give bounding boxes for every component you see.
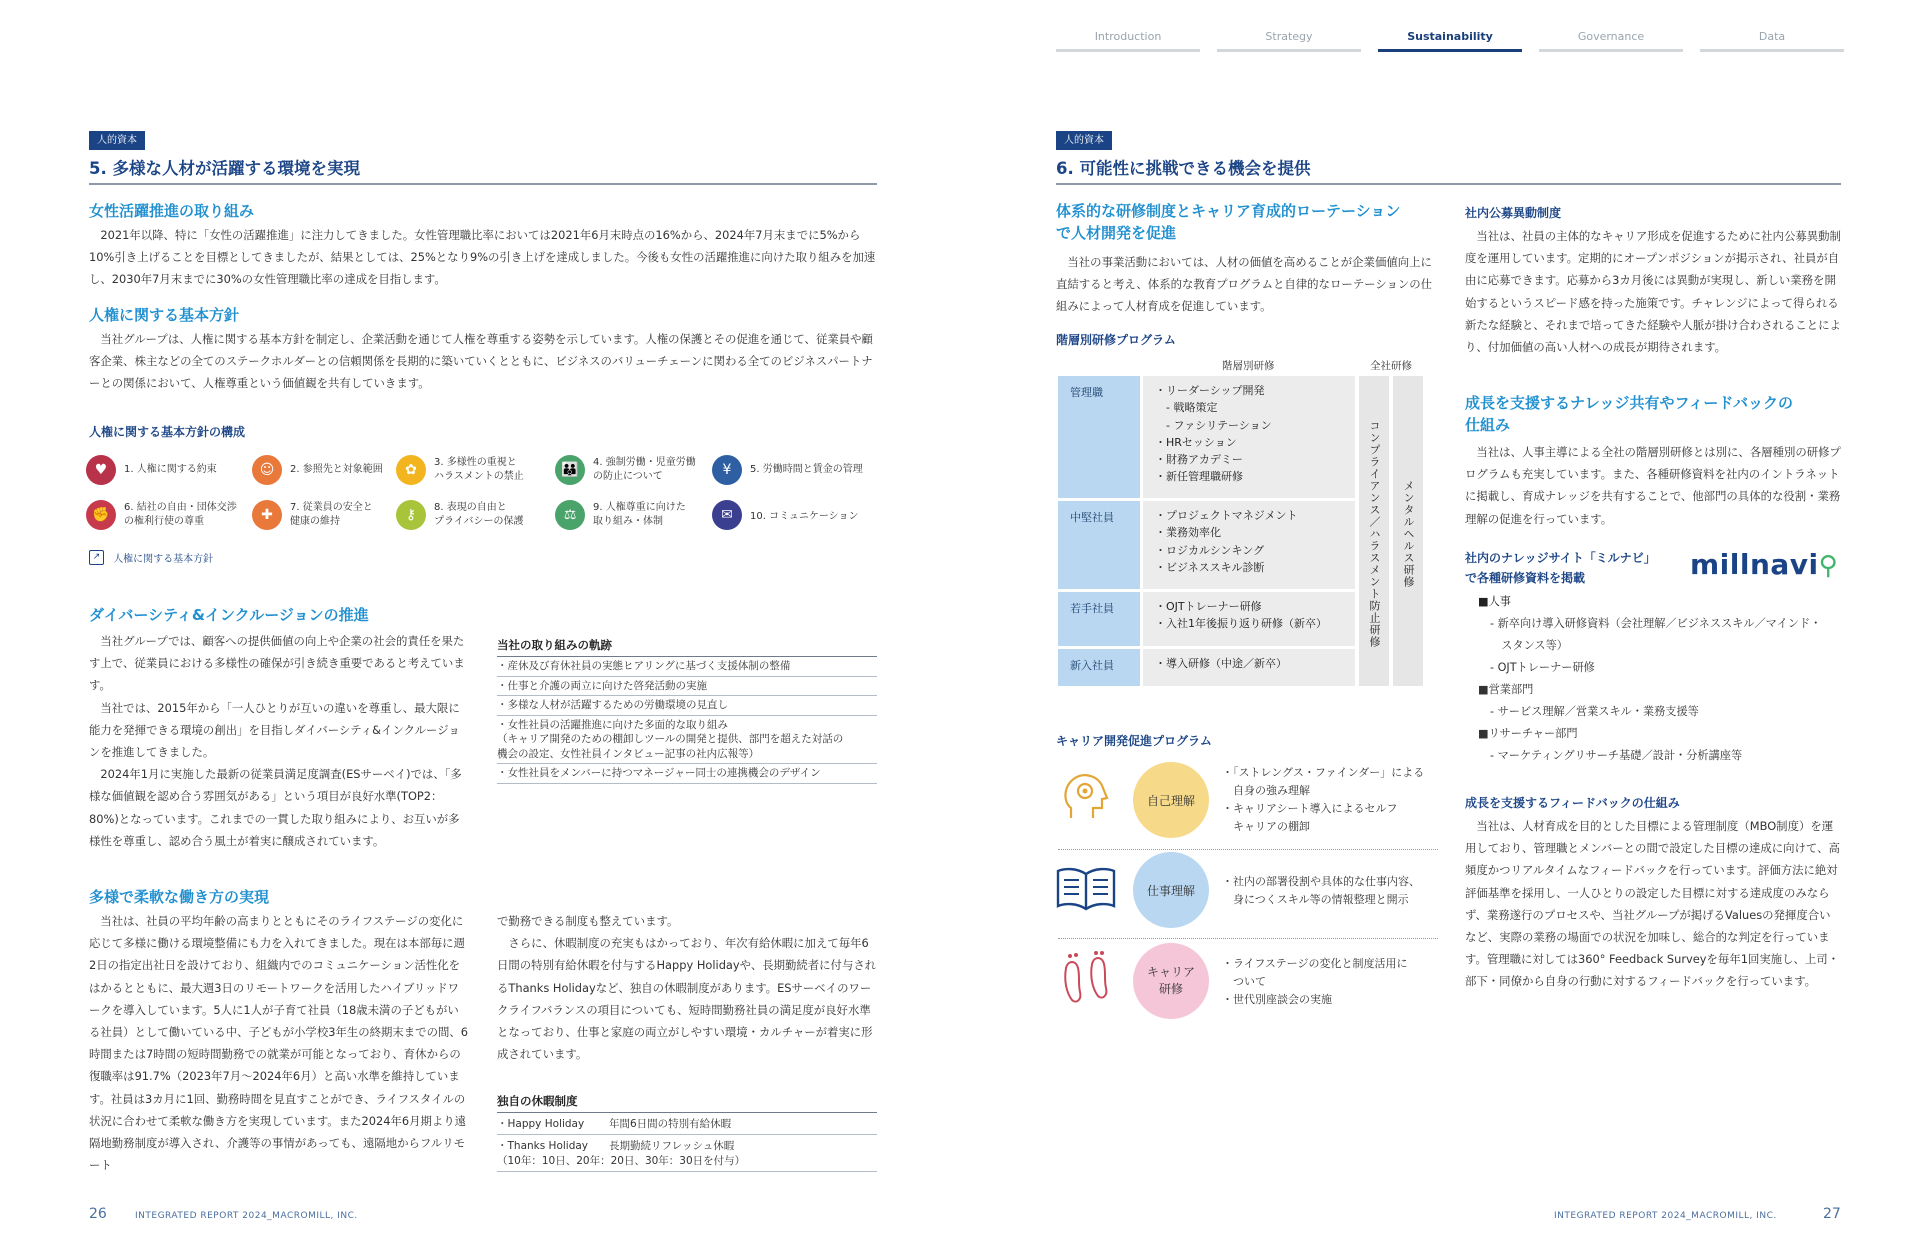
list-item: ・HRセッション (1155, 435, 1237, 449)
flex-work-body-a: 当社は、社員の平均年齢の高まりとともにそのライフステージの変化に応じて多様に働ける環境整備にも力を入れてきました。現在は本部毎に週2日の指定出社日を設けており、組織内でのコミュニケーション活性化をはかるとともに、最大週3日のリモートワークを活用したハイブリッドワークを導入しています。5人に1人が子育て社員（18歳未満の子どもがいる社員）として働いている中、子どもが小学校3年生の終期末までの間、6時間または7時間の短時間勤務での就業が可能となっており、育休からの復職率は91.7%（2023年7月〜2024年6月）と高い水準を維持しています。社員は3カ月に1回、勤務時間を見直すことができ、ライフスタイルの状況に合わせて柔軟な働き方を実現しています。また2024年6月期より遠隔地勤務制度が導入され、介護等の事情があっても、遠隔地からフルリモート (89, 914, 468, 1173)
career-text-1: ・「ストレングス・ファインダー」による 自身の強み理解 ・キャリアシート導入によるセルフ キャリアの棚卸 (1222, 766, 1425, 833)
flex-work-paragraph-b1: で勤務できる制度も整えています。 (497, 914, 679, 928)
content-junior (1143, 592, 1355, 646)
balance-icon: ⚖ (555, 500, 585, 530)
list-item: ・リーダーシップ開発 (1155, 384, 1265, 397)
hr-item-1: 1. 人権に関する約束 (124, 464, 217, 475)
page-number-right: 27 (1823, 1206, 1841, 1222)
hr-item-3: 3. 多様性の重視と ハラスメントの禁止 (434, 457, 524, 482)
list-item: ・ロジカルシンキング (1155, 543, 1265, 557)
hr-item-9: 9. 人権尊重に向けた 取り組み・体制 (593, 502, 686, 527)
people-circle-icon: ☺ (252, 455, 282, 485)
list-item: ■リサーチャー部門 (1478, 727, 1578, 740)
list-item: ・仕事と介護の両立に向けた啓発活動の実施 (497, 677, 877, 697)
hr-policy-link[interactable] (89, 550, 213, 565)
hr-policy-link-label: 人権に関する基本方針 (113, 554, 214, 565)
role-manager: 管理職 (1058, 376, 1140, 498)
flex-work-paragraph-b2: さらに、休暇制度の充実もはかっており、年次有給休暇に加えて毎年6日間の特別有給休暇を付与するHappy Holidayや、長期勤続者に付与されるThanks Holidayなど、独自の休暇制度があります。ESサーベイのワークライフバランスの項目についても、短時間勤務社員の満足度が良好水準となっており、仕事と家庭の両立がしやすい環境・カルチャーが着実に形成されています。 (497, 936, 877, 1062)
mental-health-training: メンタルヘルス研修 (1402, 480, 1415, 588)
section-tag: 人的資本 (89, 131, 145, 150)
knowledge-heading: 成長を支援するナレッジ共有やフィードバックの 仕組み (1465, 394, 1794, 434)
leave-note: （10年：10日、20年：20日、30年：30日を付与） (497, 1155, 746, 1167)
hr-policy-heading: 人権に関する基本方針 (89, 306, 240, 324)
list-item: - マーケティングリサーチ基礎／設計・分析講座等 (1490, 749, 1743, 762)
list-item: - ファシリテーション (1155, 418, 1272, 432)
footprints-icon (1058, 950, 1112, 1006)
content-new (1143, 649, 1355, 686)
layer-training-heading: 階層別研修プログラム (1056, 333, 1176, 347)
list-item: - 戦略策定 (1155, 401, 1218, 415)
page-number-left: 26 (89, 1206, 107, 1222)
job-understanding-badge (1133, 852, 1209, 928)
career-label-1: 自己理解 (1146, 794, 1195, 808)
list-item: ・業務効率化 (1155, 526, 1221, 540)
career-text-3: ・ライフステージの変化と制度活用に ついて ・世代別座談会の実施 (1222, 957, 1408, 1006)
handshake-heart-icon: ♥ (86, 455, 116, 485)
assembly-icon: ✊ (86, 500, 116, 530)
leave-name: ・Happy Holiday (497, 1118, 585, 1130)
section-tag: 人的資本 (1056, 131, 1112, 150)
child-labor-icon: 👪 (555, 455, 585, 485)
hr-item-6: 6. 結社の自由・団体交渉 の権利行使の尊重 (124, 502, 237, 527)
key-icon: ⚷ (396, 500, 426, 530)
wage-icon: ¥ (712, 455, 742, 485)
compliance-training: コンプライアンス／ハラスメント防止研修 (1368, 420, 1381, 648)
training-body: 当社の事業活動においては、人材の価値を高めることが企業価値向上に直結すると考え、体系的な教育プログラムと自律的なローテーションの仕組みによって人材育成を促進しています。 (1056, 255, 1433, 314)
list-item: ・導入研修（中途／新卒） (1155, 657, 1287, 670)
leave-name: ・Thanks Holiday (497, 1140, 589, 1152)
external-link-icon: ↗ (89, 550, 104, 565)
table-row (497, 1135, 877, 1172)
table-row (497, 1113, 877, 1135)
recruit-body: 当社は、社員の主体的なキャリア形成を促進するために社内公募異動制度を運用しています。定期的にオープンポジションが掲示され、社員が自由に応募できます。応募から3カ月後には異動が実現し、新しい業務を開始するというスピード感を持った施策です。チャレンジによって得られる新たな経験と、それまで培ってきた経験や人脈が掛け合わされることにより、付加価値の高い人材への成長が期待されます。 (1465, 229, 1841, 355)
list-item: ・プロジェクトマネジメント (1155, 509, 1298, 522)
list-item: ・産休及び育休社員の実態ヒアリングに基づく支援体制の整備 (497, 657, 877, 677)
women-body: 2021年以降、特に「女性の活躍推進」に注力してきました。女性管理職比率においては2021年6月末時点の16%から、2024年7月末までに5%から10%引き上げることを目標としてきましたが、結果としては、25%となり9%の引き上げを達成しました。今後も女性の活躍推進に向けた取り組みを加速し、2030年7月末までに30%の女性管理職比率の達成を目指します。 (89, 228, 876, 287)
leave-table (497, 1112, 877, 1172)
millnavi-logo (1690, 548, 1838, 581)
hr-item-8: 8. 表現の自由と プライバシーの保護 (434, 502, 524, 527)
hr-item-2: 2. 参照先と対象範囲 (290, 464, 383, 475)
women-heading: 女性活躍推進の取り組み (89, 202, 255, 220)
tab-sustainability[interactable]: Sustainability (1378, 30, 1522, 52)
dei-body (89, 630, 469, 852)
leave-desc: 長期勤続リフレッシュ休暇 (609, 1140, 735, 1152)
track-heading: 当社の取り組みの軌跡 (497, 638, 612, 652)
footer-right: INTEGRATED REPORT 2024_MACROMILL, INC. (1554, 1211, 1777, 1221)
list-item: ・女性社員の活躍推進に向けた多面的な取り組み （キャリア開発のための棚卸しツールの開発と提供、部門を超えた対話の 機会の設定、女性社員インタビュー記事の社内広報等） (497, 716, 877, 765)
table-header-layer: 階層別研修 (1222, 360, 1275, 372)
tab-governance[interactable]: Governance (1539, 30, 1683, 52)
content-manager (1143, 376, 1355, 498)
feedback-heading: 成長を支援するフィードバックの仕組み (1465, 796, 1680, 810)
list-item: - OJTトレーナー研修 (1490, 661, 1595, 674)
list-item: ・女性社員をメンバーに持つマネージャー同士の連携機会のデザイン (497, 764, 877, 784)
knowledge-body: 当社は、人事主導による全社の階層別研修とは別に、各層種別の研修プログラムも充実しています。また、各種研修資料を社内のイントラネットに掲載し、育成ナレッジを共有することで、他部門の具体的な役割・業務理解の促進を行っています。 (1465, 445, 1841, 526)
flex-work-body-b (497, 910, 877, 1065)
dei-paragraph-3: 2024年1月に実施した最新の従業員満足度調査(ESサーベイ)では、「多様な価値観を認め合う雰囲気がある」という項目が良好水準(TOP2：80%)となっています。これまでの一貫した取り組みにより、お互いが多様性を尊重し、認め合う風土が着実に醸成されています。 (89, 767, 462, 848)
communication-icon: ✉ (712, 500, 742, 530)
hr-item-10: 10. コミュニケーション (750, 511, 859, 522)
section-rule (89, 183, 877, 185)
leave-heading: 独自の休暇制度 (497, 1094, 578, 1108)
self-understanding-badge (1133, 762, 1209, 838)
list-item: ■営業部門 (1478, 683, 1534, 696)
role-junior: 若手社員 (1058, 592, 1140, 646)
list-item: ・ビジネススキル診断 (1155, 560, 1265, 574)
list-item: - 新卒向け導入研修資料（会社理解／ビジネススキル／マインド・ スタンス等） (1490, 617, 1822, 652)
hr-item-4: 4. 強制労働・児童労働 の防止について (593, 457, 696, 482)
section-rule (1056, 183, 1841, 185)
track-list (497, 656, 877, 784)
section-title: 5. 多様な人材が活躍する環境を実現 (89, 159, 360, 178)
list-item: ■人事 (1478, 595, 1511, 608)
safety-icon: ✚ (252, 500, 282, 530)
role-new: 新入社員 (1058, 649, 1140, 686)
head-gears-icon (1057, 768, 1113, 824)
divider (1058, 938, 1438, 939)
hr-structure-heading: 人権に関する基本方針の構成 (89, 425, 246, 439)
hr-policy-body: 当社グループは、人権に関する基本方針を制定し、企業活動を通じて人権を尊重する姿勢を示しています。人権の保護とその促進を通じて、従業員や顧客企業、株主などの全てのステークホルダーとの信頼関係を長期的に築いていくとともに、ビジネスのバリューチェーンに関わる全てのビジネスパートナーとの関係において、人権尊重という価値観を共有していきます。 (89, 332, 873, 391)
footer-left: INTEGRATED REPORT 2024_MACROMILL, INC. (135, 1211, 358, 1221)
feedback-body: 当社は、人材育成を目的とした目標による管理制度（MBO制度）を運用しており、管理職とメンバーとの間で設定した目標の達成に向けて、高頻度かつリアルタイムなフィードバックを行っています。評価方法に絶対評価基準を採用し、一人ひとりの設定した目標に対する達成度のみならず、業務遂行のプロセスや、当社グループが掲げるValuesの発揮度合いなど、実際の業務の場面での状況を加味し、総合的な判定を行っています。管理職に対しては360° Feedback Surveyを毎年1回実施し、上司・部下・同僚から自身の行動に対するフィードバックを行っています。 (1465, 819, 1840, 989)
career-label-3: キャリア 研修 (1146, 965, 1195, 996)
diversity-icon: ✿ (396, 455, 426, 485)
section-title: 6. 可能性に挑戦できる機会を提供 (1056, 159, 1311, 178)
list-item: ・多様な人材が活躍するための労働環境の見直し (497, 696, 877, 716)
dei-paragraph-1: 当社グループでは、顧客への提供価値の向上や企業の社会的責任を果たす上で、従業員における多様性の確保が引き続き重要であると考えています。 (89, 634, 465, 693)
list-item: ・財務アカデミー (1155, 453, 1243, 467)
dei-heading: ダイバーシティ&インクルージョンの推進 (89, 606, 369, 624)
recruit-heading: 社内公募異動制度 (1465, 206, 1562, 220)
tab-introduction[interactable]: Introduction (1056, 30, 1200, 52)
divider (1058, 849, 1438, 850)
list-item: ・OJTトレーナー研修 (1155, 600, 1262, 613)
list-item: - サービス理解／営業スキル・業務支援等 (1490, 705, 1699, 718)
millnavi-list (1478, 591, 1838, 767)
hr-item-7: 7. 従業員の安全と 健康の維持 (290, 502, 373, 527)
role-mid: 中堅社員 (1058, 501, 1140, 589)
career-training-badge (1133, 943, 1209, 1019)
leave-desc: 年間6日間の特別有給休暇 (609, 1118, 732, 1130)
list-item: ・入社1年後振り返り研修（新卒） (1155, 617, 1327, 631)
content-mid (1143, 501, 1355, 589)
tab-data[interactable]: Data (1700, 30, 1844, 52)
dei-paragraph-2: 当社では、2015年から「一人ひとりが互いの違いを尊重し、最大限に能力を発揮できる環境の創出」を目指しダイバーシティ&インクルージョンを推進してきました。 (89, 700, 460, 760)
tab-strategy[interactable]: Strategy (1217, 30, 1361, 52)
career-program-heading: キャリア開発促進プログラム (1056, 734, 1212, 748)
millnavi-heading: 社内のナレッジサイト「ミルナビ」 で各種研修資料を掲載 (1465, 551, 1656, 585)
hr-item-5: 5. 労働時間と賃金の管理 (750, 464, 863, 475)
flex-work-heading: 多様で柔軟な働き方の実現 (89, 888, 270, 906)
table-header-company: 全社研修 (1370, 360, 1412, 372)
location-pin-icon: ⚲ (1818, 551, 1839, 581)
training-heading: 体系的な研修制度とキャリア育成的ローテーション で人材開発を促進 (1056, 202, 1401, 242)
open-book-icon (1055, 866, 1117, 914)
career-label-2: 仕事理解 (1146, 884, 1195, 898)
list-item: ・新任管理職研修 (1155, 470, 1243, 484)
career-text-2: ・社内の部署役割や具体的な仕事内容、 身につくスキル等の情報整理と開示 (1222, 875, 1420, 906)
millnavi-logo-text: millnavi (1690, 548, 1819, 581)
